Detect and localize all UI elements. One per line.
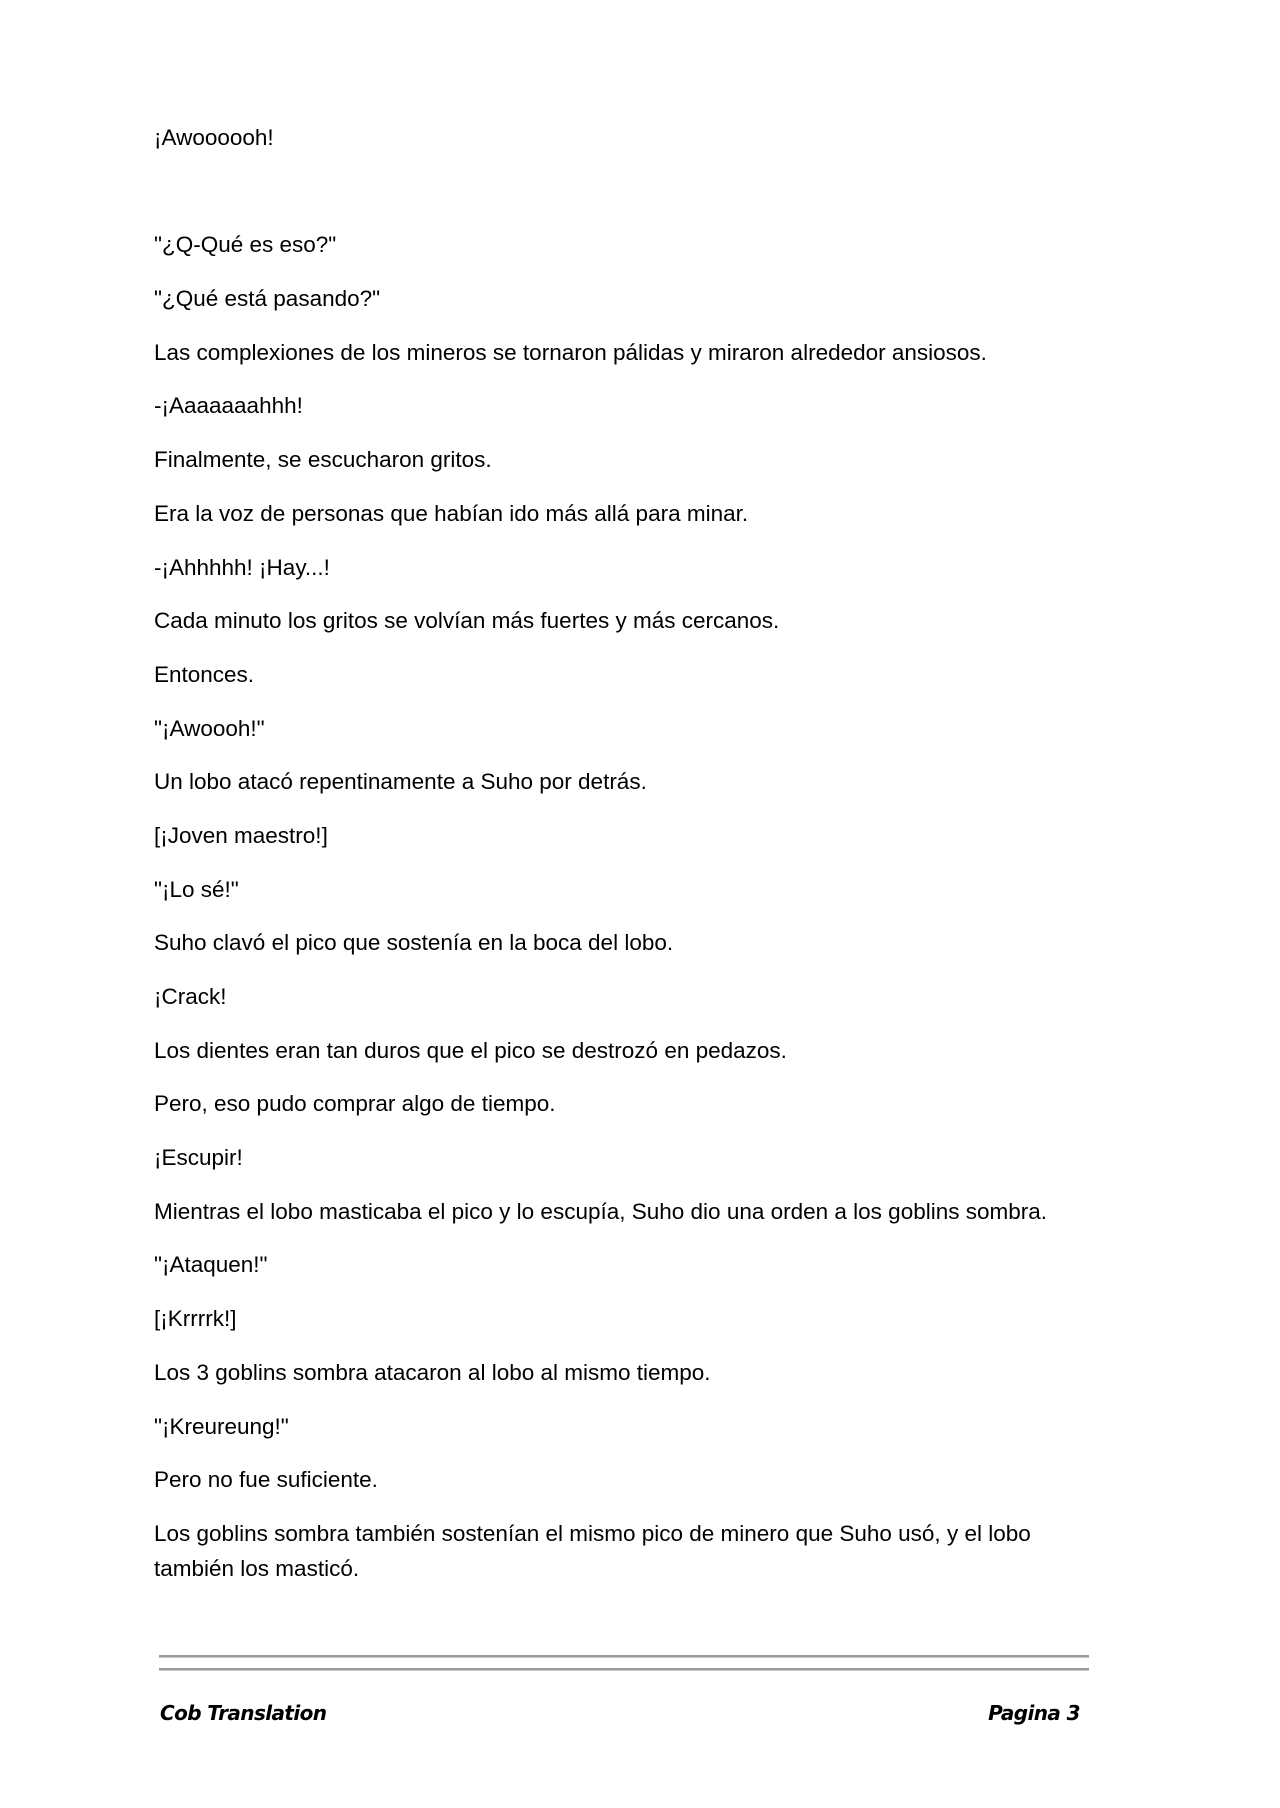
paragraph: Pero, eso pudo comprar algo de tiempo. xyxy=(154,1091,556,1117)
paragraph: Finalmente, se escucharon gritos. xyxy=(154,447,492,473)
paragraph: "¿Qué está pasando?" xyxy=(154,286,381,312)
paragraph: Suho clavó el pico que sostenía en la boca del lobo. xyxy=(154,930,674,956)
empty-paragraph xyxy=(154,174,1094,209)
paragraph: Los 3 goblins sombra atacaron al lobo al mismo tiempo. xyxy=(154,1359,711,1385)
paragraph: Los dientes eran tan duros que el pico se destrozó en pedazos. xyxy=(154,1037,787,1063)
page-body xyxy=(154,120,1094,1605)
paragraph: [¡Joven maestro!] xyxy=(154,822,328,848)
paragraph: ¡Awoooooh! xyxy=(154,125,274,150)
footer-divider-bottom xyxy=(159,1668,1089,1671)
paragraph: [¡Krrrrk!] xyxy=(154,1306,237,1332)
footer-page-number: Pagina 3 xyxy=(988,1701,1080,1725)
paragraph: Mientras el lobo masticaba el pico y lo escupía, Suho dio una orden a los goblins sombra. xyxy=(154,1198,1048,1224)
paragraph: Los goblins sombra también sostenían el mismo pico de minero que Suho usó, y el lobo también los masticó. xyxy=(154,1520,1031,1581)
paragraph: Era la voz de personas que habían ido más allá para minar. xyxy=(154,500,749,526)
footer-publisher: Cob Translation xyxy=(160,1701,327,1725)
paragraph: Entonces. xyxy=(154,661,255,687)
paragraph: Pero no fue suficiente. xyxy=(154,1467,378,1493)
paragraph: Un lobo atacó repentinamente a Suho por detrás. xyxy=(154,769,647,795)
paragraph: Cada minuto los gritos se volvían más fuertes y más cercanos. xyxy=(154,608,780,634)
paragraph: -¡Aaaaaaahhh! xyxy=(154,393,303,419)
paragraph: "¡Kreureung!" xyxy=(154,1413,289,1439)
paragraph: -¡Ahhhhh! ¡Hay...! xyxy=(154,554,330,580)
paragraph: ¡Crack! xyxy=(154,984,227,1009)
paragraph: "¿Q-Qué es eso?" xyxy=(154,232,337,258)
paragraph: "¡Lo sé!" xyxy=(154,876,239,902)
paragraph: "¡Awoooh!" xyxy=(154,715,265,741)
footer-divider-top xyxy=(159,1655,1089,1658)
paragraph: ¡Escupir! xyxy=(154,1145,243,1171)
paragraph: "¡Ataquen!" xyxy=(154,1252,268,1278)
paragraph: Las complexiones de los mineros se tornaron pálidas y miraron alrededor ansiosos. xyxy=(154,339,987,365)
